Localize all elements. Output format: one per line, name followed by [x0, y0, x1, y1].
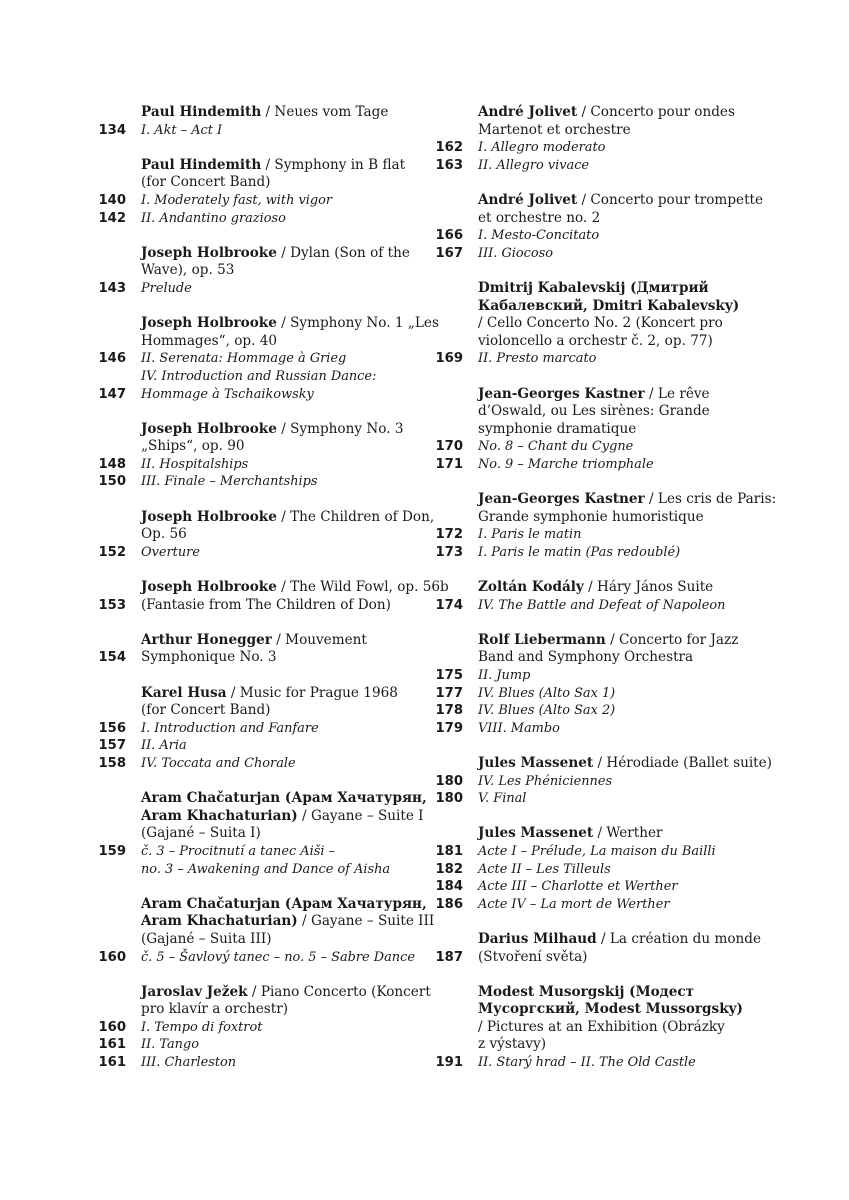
catalog-entry	[435, 386, 735, 474]
composer-name: Aram Khachaturian)	[141, 913, 298, 930]
page-number: 177	[435, 685, 463, 701]
page-number: 172	[435, 527, 463, 543]
movement-title: I. Paris le matin	[478, 527, 582, 543]
work-title-continued: (Gajané – Suita I)	[141, 825, 261, 842]
work-title-continued: Op. 56	[141, 526, 187, 543]
entry-line	[98, 420, 404, 439]
work-title-continued: Martenot et orchestre	[478, 121, 631, 138]
movement-line	[98, 755, 398, 773]
entry-line	[98, 368, 398, 386]
work-title-continued: Symphonique No. 3	[141, 649, 277, 666]
movement-line	[98, 456, 398, 474]
entry-line	[435, 1019, 735, 1037]
entry-line	[435, 930, 762, 949]
work-title: / Gayane – Suite III	[297, 913, 435, 930]
movement-line	[98, 350, 398, 368]
movement-title: No. 9 – Marche triomphale	[478, 456, 654, 472]
composer-name: Zoltán Kodály	[478, 579, 584, 596]
work-title-continued: (Fantasie from The Children of Don)	[141, 596, 391, 613]
movement-title: I. Paris le matin (Pas redoublé)	[478, 544, 681, 560]
composer-name: Aram Chačaturjan (Арам Хачатурян,	[141, 790, 427, 807]
composer-name: Modest Musorgskij (Модест	[478, 983, 695, 1000]
work-title: / Symphony No. 3	[276, 420, 404, 437]
work-title-continued: Wave), op. 53	[141, 262, 235, 279]
catalog-entry	[435, 825, 735, 913]
movement-line	[98, 843, 398, 861]
entry-line	[98, 1001, 398, 1019]
movement-line	[435, 773, 735, 791]
work-title-continued: violoncello a orchestr č. 2, op. 77)	[478, 332, 713, 349]
page-number: 142	[98, 210, 126, 226]
entry-line	[435, 631, 739, 650]
movement-line	[435, 597, 735, 615]
movement-line	[435, 544, 735, 562]
composer-name: Joseph Holbrooke	[141, 315, 277, 332]
catalog-entry	[435, 191, 764, 262]
catalog-entry	[435, 631, 739, 738]
movement-title: II. Jump	[478, 668, 531, 683]
entry-line	[98, 807, 424, 826]
page-number: 160	[98, 1019, 126, 1035]
movement-title: II. Presto marcato	[478, 351, 597, 367]
movement-line	[435, 720, 735, 738]
movement-line	[98, 597, 398, 615]
work-title: / Concerto pour trompette	[577, 191, 764, 208]
entry-line	[98, 315, 439, 333]
composer-name: Jean-Georges Kastner	[478, 385, 645, 402]
page-number: 150	[98, 474, 126, 490]
work-title-continued: (Gajané – Suita III)	[141, 930, 272, 947]
movement-line	[435, 790, 735, 808]
entry-line	[98, 632, 398, 650]
movement-line	[98, 192, 398, 210]
page-number: 171	[435, 456, 463, 472]
work-title-continued: (for Concert Band)	[141, 702, 271, 719]
work-title: / Le rêve	[644, 385, 710, 402]
movement-line	[435, 139, 735, 157]
page-number: 166	[435, 228, 463, 244]
page-number: 179	[435, 720, 463, 736]
entry-line	[98, 526, 398, 544]
movement-title: I. Moderately fast, with vigor	[141, 192, 333, 208]
composer-name: Jules Massenet	[478, 754, 594, 771]
work-title-continued: d’Oswald, ou Les sirènes: Grande	[478, 403, 710, 420]
work-title: / Piano Concerto (Koncert	[247, 983, 431, 1000]
catalog-entry	[98, 104, 398, 139]
work-title-continued: et orchestre no. 2	[478, 209, 601, 226]
composer-name: Jules Massenet	[478, 825, 594, 842]
work-title: / Music for Prague 1968	[226, 684, 398, 701]
page-number: 152	[98, 544, 126, 560]
entry-line	[98, 244, 410, 263]
entry-line	[435, 104, 735, 122]
catalog-entry	[98, 244, 410, 298]
work-title: / Mouvement	[271, 631, 367, 648]
page-number: 158	[98, 755, 126, 771]
entry-line	[98, 913, 435, 931]
movement-line	[435, 685, 735, 703]
composer-name: Darius Milhaud	[478, 930, 597, 947]
movement-line	[435, 667, 735, 685]
work-title: / Symphony No. 1 „Les	[276, 315, 439, 332]
catalog-entry	[435, 104, 735, 174]
work-title: / The Wild Fowl, op. 56b	[276, 579, 449, 596]
movement-title: Overture	[141, 544, 200, 560]
composer-name: Jean-Georges Kastner	[478, 491, 645, 508]
movement-line	[435, 245, 735, 263]
movement-title: Acte II – Les Tilleuls	[478, 861, 611, 877]
entry-line	[98, 333, 398, 351]
page-number: 180	[435, 773, 463, 789]
work-title: / Dylan (Son of the	[276, 244, 410, 261]
movement-title: Acte I – Prélude, La maison du Bailli	[478, 843, 716, 859]
composer-name: Joseph Holbrooke	[141, 420, 277, 437]
movement-line	[98, 280, 398, 298]
movement-title: Acte III – Charlotte et Werther	[478, 879, 678, 895]
entry-line	[435, 386, 735, 404]
movement-title: II. Starý hrad – II. The Old Castle	[478, 1055, 696, 1071]
entry-line	[435, 280, 735, 298]
movement-line	[435, 949, 735, 967]
work-title: / The Children of Don,	[276, 508, 435, 525]
page-number: 167	[435, 245, 463, 261]
catalog-entry	[435, 930, 762, 966]
movement-title: I. Introduction and Fanfare	[141, 720, 319, 736]
entry-line	[435, 984, 735, 1002]
composer-name: Rolf Liebermann	[478, 631, 606, 648]
movement-title: V. Final	[478, 791, 527, 807]
movement-title: I. Akt – Act I	[141, 122, 223, 138]
entry-line	[98, 825, 398, 843]
entry-line	[435, 297, 740, 316]
movement-title: II. Allegro vivace	[478, 157, 590, 173]
entry-line	[435, 754, 772, 773]
movement-line	[435, 861, 735, 879]
page-number: 157	[98, 738, 126, 754]
entry-line	[98, 508, 435, 527]
entry-line	[435, 315, 735, 333]
movement-title: IV. Blues (Alto Sax 1)	[478, 685, 616, 701]
entry-line	[98, 438, 398, 456]
movement-title: IV. Blues (Alto Sax 2)	[478, 703, 616, 719]
movement-title: IV. Introduction and Russian Dance:	[141, 368, 377, 384]
movement-line	[98, 1036, 398, 1054]
movement-title: III. Charleston	[141, 1055, 237, 1071]
page-number: 148	[98, 456, 126, 472]
entry-line	[98, 790, 427, 808]
entry-line	[435, 825, 735, 843]
composer-name: Aram Chačaturjan (Арам Хачатурян,	[141, 895, 427, 912]
movement-title: II. Hospitalships	[141, 456, 249, 472]
movement-title: II. Andantino grazioso	[141, 210, 286, 226]
work-title-continued: / Cello Concerto No. 2 (Koncert pro	[478, 315, 723, 332]
entry-line	[435, 191, 764, 210]
catalog-entry	[435, 754, 772, 808]
movement-line	[98, 1054, 398, 1072]
work-title: / Neues vom Tage	[261, 104, 389, 120]
work-title-continued: (Stvoření světa)	[478, 948, 588, 965]
entry-line	[98, 579, 449, 597]
entry-line	[98, 983, 431, 1002]
page-number: 187	[435, 949, 463, 965]
right-column	[435, 104, 777, 1089]
entry-line	[435, 333, 735, 351]
page-number: 143	[98, 280, 126, 296]
entry-line	[98, 861, 398, 879]
movement-line	[435, 1054, 735, 1072]
catalog-entry	[98, 983, 431, 1072]
movement-title: Prelude	[141, 280, 192, 296]
catalog-entry	[98, 790, 427, 878]
page-number: 184	[435, 879, 463, 895]
entry-line	[435, 403, 735, 421]
work-title: / Gayane – Suite I	[297, 807, 424, 824]
work-title: / La création du monde	[596, 930, 762, 947]
entry-line	[98, 931, 398, 949]
composer-name: André Jolivet	[478, 104, 578, 120]
work-title: / Symphony in B flat	[261, 156, 406, 173]
page-number: 191	[435, 1055, 463, 1071]
movement-title: III. Giocoso	[478, 245, 554, 261]
entry-line	[435, 579, 735, 597]
work-title-continued: „Ships“, op. 90	[141, 438, 245, 455]
movement-title: II. Aria	[141, 738, 187, 754]
page-number: 134	[98, 122, 126, 138]
movement-line	[98, 1019, 398, 1037]
entry-line	[435, 210, 735, 228]
entry-line	[98, 104, 398, 122]
movement-title: Acte IV – La mort de Werther	[478, 896, 670, 912]
catalog-entry	[98, 632, 398, 667]
movement-title: IV. Toccata and Chorale	[141, 755, 296, 771]
composer-name: Paul Hindemith	[141, 104, 262, 120]
movement-title: I. Tempo di foxtrot	[141, 1019, 263, 1035]
work-title-continued: Band and Symphony Orchestra	[478, 649, 694, 666]
composer-name: Dmitrij Kabalevskij (Дмитрий	[478, 279, 709, 296]
composer-name: Karel Husa	[141, 684, 227, 701]
composer-name: Arthur Honegger	[141, 631, 272, 648]
page-number: 163	[435, 157, 463, 173]
movement-line	[98, 720, 398, 738]
entry-line	[98, 685, 398, 703]
composer-name: Joseph Holbrooke	[141, 508, 277, 525]
movement-title: I. Allegro moderato	[478, 140, 606, 156]
movement-line	[435, 843, 735, 861]
entry-line	[98, 895, 427, 914]
movement-title: no. 3 – Awakening and Dance of Aisha	[141, 861, 391, 877]
entry-line	[435, 421, 735, 439]
page-number: 170	[435, 439, 463, 455]
catalog-entry	[435, 579, 735, 614]
movement-title: č. 5 – Šavlový tanec – no. 5 – Sabre Dance	[141, 949, 415, 965]
page-number: 146	[98, 351, 126, 367]
page-number: 153	[98, 597, 126, 613]
page-number: 156	[98, 720, 126, 736]
work-title-continued: pro klavír a orchestr)	[141, 1001, 289, 1018]
entry-line	[98, 174, 398, 192]
composer-name: Aram Khachaturian)	[141, 807, 298, 824]
movement-line	[98, 649, 398, 667]
composer-name: Мусоргский, Modest Mussorgsky)	[478, 1001, 743, 1018]
page-number: 161	[98, 1055, 126, 1071]
catalog-entry	[98, 685, 398, 773]
page-number: 178	[435, 703, 463, 719]
catalog-entry	[98, 895, 435, 966]
entry-line	[435, 649, 735, 667]
entry-line	[435, 1001, 743, 1019]
entry-line	[435, 491, 777, 509]
entry-line	[98, 262, 398, 280]
work-title: / Concerto pour ondes	[577, 104, 735, 120]
composer-name: Кабалевский, Dmitri Kabalevsky)	[478, 297, 740, 314]
page-number: 175	[435, 668, 463, 683]
movement-line	[435, 878, 735, 896]
page-number: 160	[98, 949, 126, 965]
page-number: 154	[98, 650, 126, 666]
work-title: / Werther	[593, 825, 663, 842]
work-title: / Concerto for Jazz	[605, 631, 739, 648]
composer-name: Joseph Holbrooke	[141, 244, 277, 261]
page-number: 173	[435, 544, 463, 560]
movement-line	[435, 438, 735, 456]
entry-line	[435, 1036, 735, 1054]
catalog-entry	[98, 420, 404, 491]
catalog-entry	[98, 156, 406, 227]
composer-name: Paul Hindemith	[141, 156, 262, 173]
composer-name: Jaroslav Ježek	[141, 983, 248, 1000]
composer-name: Joseph Holbrooke	[141, 579, 277, 596]
entry-line	[435, 122, 735, 140]
work-title-continued: symphonie dramatique	[478, 420, 637, 437]
movement-title: VIII. Mambo	[478, 720, 560, 736]
movement-title: Hommage à Tschaikowsky	[141, 386, 314, 402]
movement-line	[435, 350, 735, 368]
page-number: 181	[435, 843, 463, 859]
movement-line	[435, 702, 735, 720]
movement-line	[98, 386, 398, 404]
movement-title: I. Mesto-Concitato	[478, 228, 600, 244]
movement-line	[435, 456, 735, 474]
work-title: / Hérodiade (Ballet suite)	[593, 754, 772, 771]
movement-title: č. 3 – Procitnutí a tanec Aiši –	[141, 843, 335, 859]
movement-title: IV. The Battle and Defeat of Napoleon	[478, 597, 726, 613]
movement-line	[435, 526, 735, 544]
work-title: / Les cris de Paris:	[644, 491, 777, 508]
page-number: 147	[98, 386, 126, 402]
movement-line	[435, 896, 735, 914]
page-number: 182	[435, 861, 463, 877]
page-number: 186	[435, 896, 463, 912]
movement-title: No. 8 – Chant du Cygne	[478, 439, 634, 455]
catalog-entry	[435, 983, 743, 1072]
work-title-continued: Hommages“, op. 40	[141, 332, 278, 349]
movement-line	[98, 473, 398, 491]
work-title-continued: (for Concert Band)	[141, 174, 271, 191]
composer-name: André Jolivet	[478, 191, 578, 208]
work-title: / Háry János Suite	[583, 579, 714, 596]
movement-title: III. Finale – Merchantships	[141, 474, 318, 490]
page-number: 174	[435, 597, 463, 613]
page-number: 161	[98, 1037, 126, 1053]
catalog-entry	[435, 491, 777, 561]
movement-title: II. Serenata: Hommage à Grieg	[141, 351, 347, 367]
page-number: 140	[98, 192, 126, 208]
work-title-continued: Grande symphonie humoristique	[478, 508, 704, 525]
entry-line	[435, 509, 735, 527]
movement-title: IV. Les Phéniciennes	[478, 773, 613, 789]
movement-title: II. Tango	[141, 1037, 199, 1053]
movement-line	[98, 544, 398, 562]
movement-line	[98, 949, 415, 967]
movement-line	[98, 210, 398, 228]
entry-line	[98, 702, 398, 720]
catalog-entry	[435, 279, 740, 368]
page-number: 162	[435, 140, 463, 156]
movement-line	[98, 122, 398, 140]
page-number: 180	[435, 791, 463, 807]
catalog-entry	[98, 315, 439, 403]
movement-line	[435, 227, 735, 245]
entry-line	[98, 156, 406, 175]
movement-line	[98, 737, 398, 755]
movement-line	[435, 157, 735, 175]
page-number: 169	[435, 351, 463, 367]
catalog-entry	[98, 508, 435, 562]
work-title-continued: / Pictures at an Exhibition (Obrázky	[478, 1018, 725, 1035]
work-title-continued: z výstavy)	[478, 1036, 547, 1053]
page-number: 159	[98, 843, 126, 859]
